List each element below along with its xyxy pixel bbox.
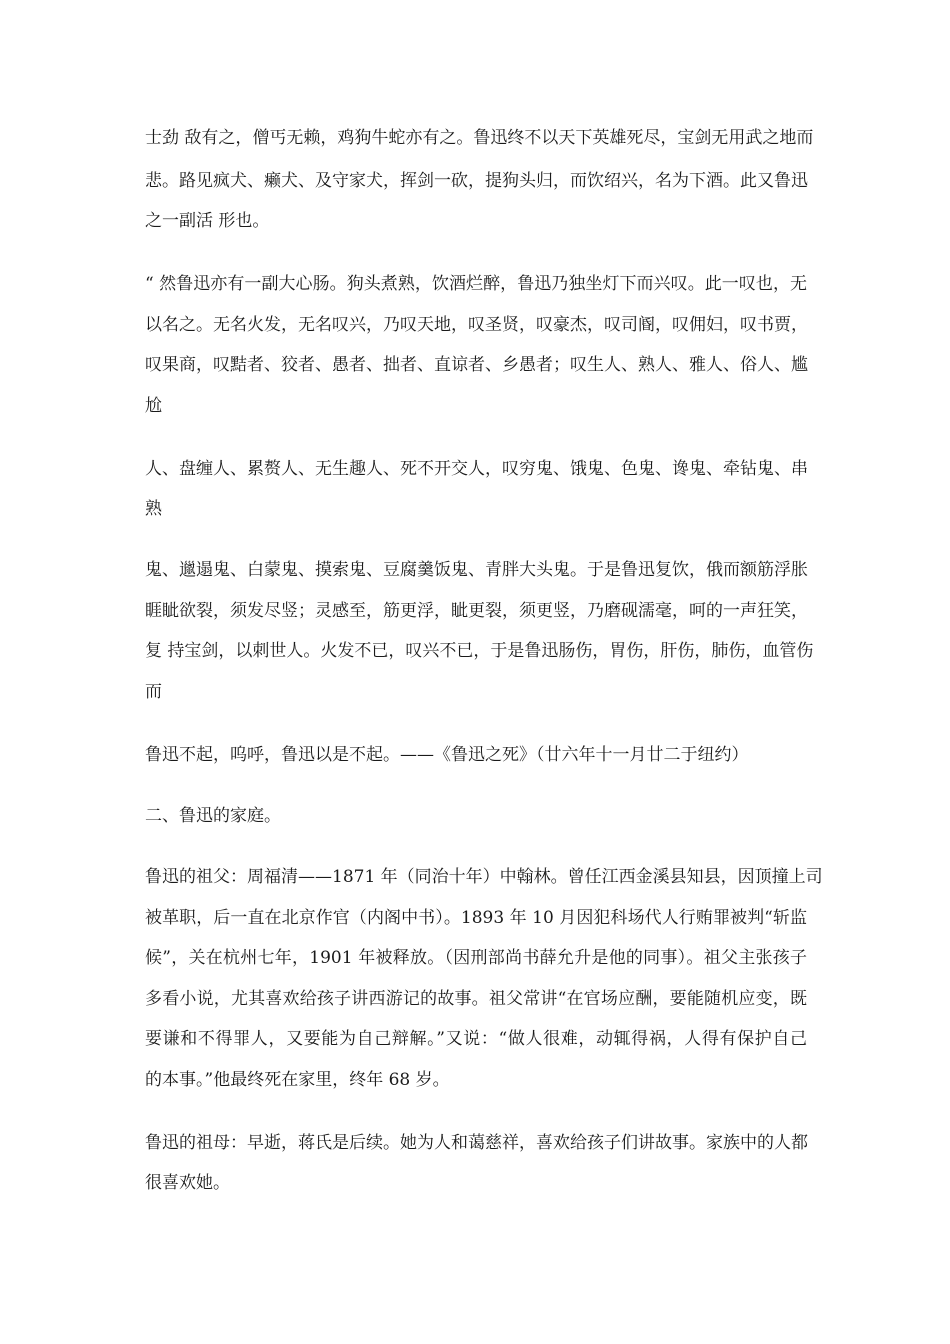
text-line: 尬: [145, 396, 162, 416]
text-line: 人、盘缠人、累赘人、无生趣人、死不开交人，叹穷鬼、饿鬼、色鬼、谗鬼、牵钻鬼、串: [145, 459, 808, 479]
text-line: 复 持宝剑，以刺世人。火发不已，叹兴不已，于是鲁迅肠伤，胃伤，肝伤，肺伤，血管伤: [145, 641, 814, 661]
text-line: “ 然鲁迅亦有一副大心肠。狗头煮熟，饮酒烂醉，鲁迅乃独坐灯下而兴叹。此一叹也，无: [145, 274, 807, 294]
text-line: 鲁迅的祖母：早逝，蒋氏是后续。她为人和蔼慈祥，喜欢给孩子们讲故事。家族中的人都: [145, 1133, 808, 1153]
text-line: 而: [145, 682, 162, 702]
text-line: 要谦和不得罪人，又要能为自己辩解。”又说：“做人很难，动辄得祸，人得有保护自己: [145, 1029, 807, 1049]
text-line: 睚眦欲裂，须发尽竖；灵感至，筋更浮，眦更裂，须更竖，乃磨砚濡毫，呵的一声狂笑，: [145, 601, 808, 621]
text-line: 的本事。”他最终死在家里，终年 68 岁。: [145, 1070, 450, 1090]
text-line: 多看小说，尤其喜欢给孩子讲西游记的故事。祖父常讲“在官场应酬，要能随机应变，既: [145, 989, 807, 1009]
text-line: 被革职，后一直在北京作官（内阁中书）。1893 年 10 月因犯科场代人行贿罪被判“斩监: [145, 908, 807, 928]
section-heading: 二、鲁迅的家庭。: [145, 806, 281, 826]
text-line: 鬼、邋遢鬼、白蒙鬼、摸索鬼、豆腐羹饭鬼、青胖大头鬼。于是鲁迅复饮，俄而额筋浮胀: [145, 560, 808, 580]
text-line: 很喜欢她。: [145, 1173, 230, 1193]
text-line: 鲁迅的祖父：周福清——1871 年（同治十年）中翰林。曾任江西金溪县知县，因顶撞上司: [145, 867, 823, 887]
text-line: 之一副活 形也。: [145, 211, 270, 231]
text-line: 鲁迅不起，呜呼，鲁迅以是不起。——《鲁迅之死》（廿六年十一月廿二于纽约）: [145, 745, 749, 765]
text-line: 悲。路见疯犬、癞犬、及守家犬，挥剑一砍，提狗头归，而饮绍兴，名为下酒。此又鲁迅: [145, 171, 808, 191]
text-line: 熟: [145, 499, 162, 519]
text-line: 士劲 敌有之，僧丐无赖，鸡狗牛蛇亦有之。鲁迅终不以天下英雄死尽，宝剑无用武之地而: [145, 128, 814, 148]
text-line: 以名之。无名火发，无名叹兴，乃叹天地，叹圣贤，叹豪杰，叹司阍，叹佣妇，叹书贾，: [145, 315, 808, 335]
text-line: 候”，关在杭州七年，1901 年被释放。（因刑部尚书薛允升是他的同事）。祖父主张孩子: [145, 948, 807, 968]
text-line: 叹果商，叹黠者、狡者、愚者、拙者、直谅者、乡愚者；叹生人、熟人、雅人、俗人、尴: [145, 355, 808, 375]
